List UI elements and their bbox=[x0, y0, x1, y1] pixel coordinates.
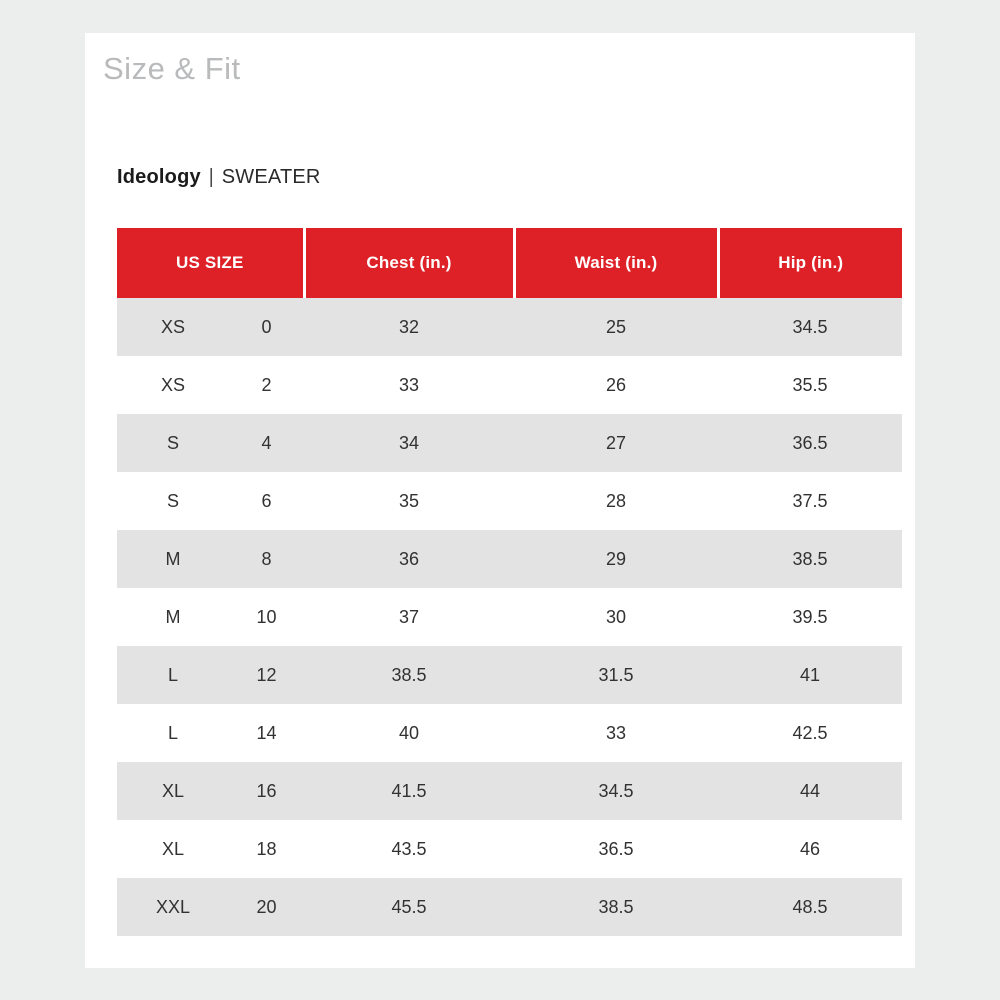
cell-hip: 34.5 bbox=[718, 298, 902, 356]
cell-chest: 35 bbox=[304, 472, 514, 530]
column-header-chest: Chest (in.) bbox=[304, 228, 514, 298]
cell-numeric-size: 18 bbox=[229, 820, 304, 878]
cell-size: XS bbox=[117, 356, 229, 414]
cell-chest: 36 bbox=[304, 530, 514, 588]
column-header-hip: Hip (in.) bbox=[718, 228, 902, 298]
cell-size: XL bbox=[117, 762, 229, 820]
cell-waist: 33 bbox=[514, 704, 718, 762]
cell-numeric-size: 8 bbox=[229, 530, 304, 588]
cell-numeric-size: 4 bbox=[229, 414, 304, 472]
cell-hip: 38.5 bbox=[718, 530, 902, 588]
cell-hip: 39.5 bbox=[718, 588, 902, 646]
brand-name: Ideology bbox=[117, 166, 201, 188]
cell-numeric-size: 0 bbox=[229, 298, 304, 356]
cell-chest: 43.5 bbox=[304, 820, 514, 878]
table-body bbox=[117, 298, 902, 936]
cell-size: L bbox=[117, 704, 229, 762]
cell-hip: 37.5 bbox=[718, 472, 902, 530]
cell-waist: 29 bbox=[514, 530, 718, 588]
cell-numeric-size: 16 bbox=[229, 762, 304, 820]
table-row bbox=[117, 820, 902, 878]
table-row bbox=[117, 530, 902, 588]
table-header-row bbox=[117, 228, 902, 298]
cell-waist: 26 bbox=[514, 356, 718, 414]
cell-size: M bbox=[117, 530, 229, 588]
cell-waist: 31.5 bbox=[514, 646, 718, 704]
cell-chest: 34 bbox=[304, 414, 514, 472]
cell-waist: 25 bbox=[514, 298, 718, 356]
cell-chest: 41.5 bbox=[304, 762, 514, 820]
cell-chest: 33 bbox=[304, 356, 514, 414]
cell-hip: 41 bbox=[718, 646, 902, 704]
cell-hip: 35.5 bbox=[718, 356, 902, 414]
cell-chest: 37 bbox=[304, 588, 514, 646]
cell-chest: 32 bbox=[304, 298, 514, 356]
table-row bbox=[117, 878, 902, 936]
cell-waist: 28 bbox=[514, 472, 718, 530]
cell-hip: 36.5 bbox=[718, 414, 902, 472]
size-chart-table bbox=[117, 228, 902, 936]
table-row bbox=[117, 356, 902, 414]
cell-numeric-size: 2 bbox=[229, 356, 304, 414]
cell-size: M bbox=[117, 588, 229, 646]
cell-numeric-size: 10 bbox=[229, 588, 304, 646]
heading-separator: | bbox=[208, 166, 214, 188]
cell-waist: 27 bbox=[514, 414, 718, 472]
table-header bbox=[117, 228, 902, 298]
table-row bbox=[117, 588, 902, 646]
cell-hip: 44 bbox=[718, 762, 902, 820]
cell-waist: 30 bbox=[514, 588, 718, 646]
table-row bbox=[117, 414, 902, 472]
cell-hip: 48.5 bbox=[718, 878, 902, 936]
cell-numeric-size: 14 bbox=[229, 704, 304, 762]
cell-chest: 45.5 bbox=[304, 878, 514, 936]
cell-size: S bbox=[117, 472, 229, 530]
cell-waist: 34.5 bbox=[514, 762, 718, 820]
column-header-waist: Waist (in.) bbox=[514, 228, 718, 298]
cell-size: XS bbox=[117, 298, 229, 356]
cell-hip: 42.5 bbox=[718, 704, 902, 762]
page-title: Size & Fit bbox=[103, 51, 241, 86]
cell-numeric-size: 12 bbox=[229, 646, 304, 704]
table-row bbox=[117, 472, 902, 530]
cell-chest: 38.5 bbox=[304, 646, 514, 704]
cell-size: XXL bbox=[117, 878, 229, 936]
cell-numeric-size: 6 bbox=[229, 472, 304, 530]
size-and-fit-panel bbox=[85, 33, 915, 968]
table-row bbox=[117, 298, 902, 356]
cell-hip: 46 bbox=[718, 820, 902, 878]
cell-size: XL bbox=[117, 820, 229, 878]
column-header-us-size: US SIZE bbox=[117, 228, 304, 298]
cell-chest: 40 bbox=[304, 704, 514, 762]
product-name: SWEATER bbox=[221, 166, 321, 188]
table-row bbox=[117, 646, 902, 704]
product-heading bbox=[117, 166, 321, 189]
cell-numeric-size: 20 bbox=[229, 878, 304, 936]
cell-waist: 38.5 bbox=[514, 878, 718, 936]
table-row bbox=[117, 704, 902, 762]
cell-size: L bbox=[117, 646, 229, 704]
cell-size: S bbox=[117, 414, 229, 472]
table-row bbox=[117, 762, 902, 820]
cell-waist: 36.5 bbox=[514, 820, 718, 878]
